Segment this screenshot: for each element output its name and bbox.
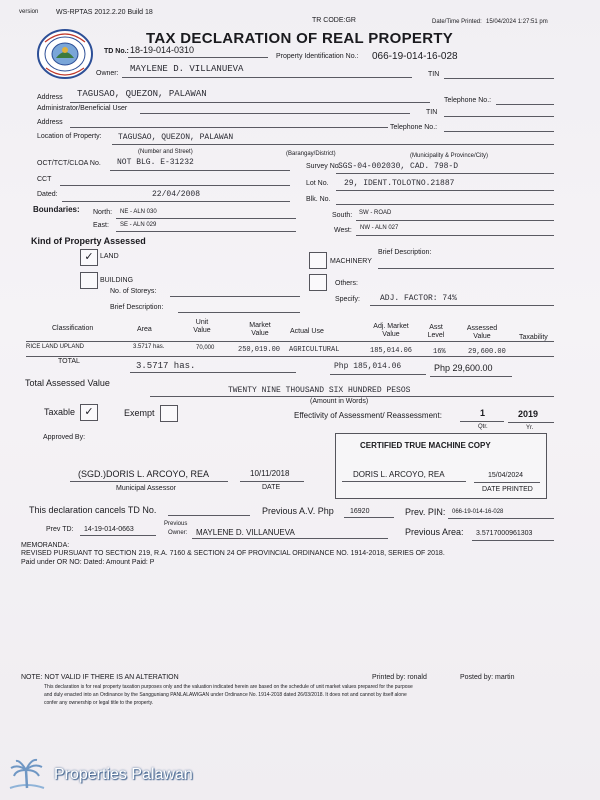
td-value: 18-19-014-0310: [130, 45, 195, 55]
col-unit-value: Unit Value: [193, 319, 211, 334]
prev-pin-value: 066-19-014-16-028: [452, 509, 504, 515]
col-classification: Classification: [52, 325, 94, 332]
north-value: NE - ALN 030: [120, 209, 157, 215]
owner-label: Owner:: [96, 70, 119, 77]
version-value: WS-RPTAS 2012.2.20 Build 18: [56, 9, 153, 16]
cell-actual-use: AGRICULTURAL: [289, 346, 340, 354]
land-label: LAND: [100, 253, 119, 260]
date-printed-caption: DATE PRINTED: [482, 486, 533, 493]
disclaimer-line-3: confer any ownership or legal title to the property.: [44, 700, 154, 706]
memoranda-label: MEMORANDA:: [21, 542, 70, 549]
total-assessed-label: Total Assessed Value: [25, 378, 110, 388]
land-checkbox[interactable]: ✓: [80, 249, 98, 266]
prev-av-value: 16920: [350, 508, 370, 515]
disclaimer-line-1: This declaration is for real property taxation purposes only and the valuation indicated herein are based on the schedule of unit market values prepared for the purpose: [44, 684, 413, 690]
approved-by-label: Approved By:: [43, 434, 86, 441]
prev-area-label: Previous Area:: [405, 527, 464, 537]
printed-label: Date/Time Printed:: [432, 19, 482, 25]
approval-date-caption: DATE: [262, 484, 281, 491]
building-checkbox[interactable]: [80, 272, 98, 289]
survey-value: SGS-04-002030, CAD. 798-D: [338, 162, 459, 171]
cct-label: CCT: [37, 176, 52, 183]
tr-code: TR CODE:GR: [312, 17, 356, 24]
oct-value: NOT BLG. E-31232: [117, 158, 194, 167]
printed-value: 15/04/2024 1:27:51 pm: [486, 19, 548, 25]
total-assessed-words: TWENTY NINE THOUSAND SIX HUNDRED PESOS: [228, 386, 411, 395]
exempt-checkbox[interactable]: [160, 405, 178, 422]
certified-title: CERTIFIED TRUE MACHINE COPY: [360, 441, 491, 450]
prev-owner-value: MAYLENE D. VILLANUEVA: [196, 528, 295, 537]
td-label: TD No.:: [104, 48, 129, 55]
cell-unit-value: 70,000: [196, 345, 215, 351]
location-barangay-caption: (Barangay/District): [286, 151, 336, 157]
prev-td-label: Prev TD:: [46, 526, 74, 533]
col-actual-use: Actual Use: [290, 328, 324, 335]
total-area: 3.5717 has.: [136, 361, 196, 371]
survey-label: Survey No.: [306, 163, 341, 170]
admin-label: Administrator/Beneficial User: [37, 105, 128, 112]
east-label: East:: [93, 222, 109, 229]
yr-caption: Yr.: [526, 425, 534, 431]
specify-label: Specify:: [335, 296, 360, 303]
admin-tin-label: TIN: [426, 109, 438, 116]
col-taxability: Taxability: [519, 334, 548, 341]
prev-owner-label-2: Owner:: [168, 530, 188, 536]
version-label: version: [19, 9, 39, 15]
location-street-caption: (Number and Street): [138, 149, 193, 155]
address-value: TAGUSAO, QUEZON, PALAWAN: [77, 89, 207, 99]
pin-value: 066-19-014-16-028: [372, 51, 458, 62]
cell-asst-level: 16%: [433, 348, 446, 356]
effectivity-label: Effectivity of Assessment/ Reassessment:: [294, 411, 442, 420]
building-label: BUILDING: [100, 277, 134, 284]
cell-assessed-value: 29,600.00: [468, 348, 506, 356]
watermark-text: Properties Palawan: [54, 766, 193, 783]
qtr-caption: Qtr.: [478, 424, 488, 430]
kind-label: Kind of Property Assessed: [31, 236, 146, 246]
col-market-value: Market Value: [249, 322, 271, 337]
printed-by: Printed by: ronald: [372, 674, 427, 681]
exempt-label: Exempt: [124, 408, 155, 418]
prev-av-label: Previous A.V. Php: [262, 506, 334, 516]
address-label: Address: [37, 94, 63, 101]
certified-name: DORIS L. ARCOYO, REA: [353, 470, 445, 479]
lot-value: 29, IDENT.TOLOTNO.21887: [344, 179, 455, 188]
col-adj-market-value: Adj. Market Value: [373, 323, 409, 338]
owner-tin-label: TIN: [428, 71, 440, 78]
location-value: TAGUSAO, QUEZON, PALAWAN: [118, 133, 234, 142]
lot-label: Lot No.: [306, 180, 329, 187]
cell-classification: RICE LAND UPLAND: [26, 344, 85, 350]
memoranda-line-1: REVISED PURSUANT TO SECTION 219, R.A. 7160 & SECTION 24 OF PROVINCIAL ORDINANCE NO. 1914-2018, SERIES OF 2018.: [21, 550, 445, 557]
storeys-label: No. of Storeys:: [110, 288, 157, 295]
cell-area: 3.5717 has.: [133, 344, 165, 350]
memoranda-line-2: Paid under OR NO: Dated: Amount Paid: P: [21, 559, 155, 566]
blk-label: Blk. No.: [306, 196, 331, 203]
others-checkbox[interactable]: [309, 274, 327, 291]
specify-value: ADJ. FACTOR: 74%: [380, 294, 457, 303]
north-label: North:: [93, 209, 113, 216]
posted-by: Posted by: martin: [460, 674, 515, 681]
prev-owner-label-1: Previous: [164, 521, 188, 527]
taxable-checkbox[interactable]: ✓: [80, 404, 98, 421]
south-label: South:: [332, 212, 353, 219]
machinery-label: MACHINERY: [330, 258, 372, 265]
provincial-seal-icon: [36, 28, 94, 80]
alteration-note: NOTE: NOT VALID IF THERE IS AN ALTERATION: [21, 674, 179, 681]
prev-td-value: 14-19-014-0663: [84, 526, 134, 533]
col-asst-level: Asst Level: [427, 324, 445, 339]
west-value: NW - ALN 027: [360, 225, 399, 231]
total-label: TOTAL: [58, 358, 80, 365]
dated-value: 22/04/2008: [152, 190, 201, 199]
palm-tree-icon: [6, 758, 48, 792]
disclaimer-line-2: and duly enacted into an Ordinance by the Sangguniang PANLALAWIGAN under Ordinance No. 1914-2018 dated 26/03/2018. It does not and cannot by itself alone: [44, 692, 407, 698]
amount-words-caption: (Amount in Words): [310, 398, 369, 405]
owner-value: MAYLENE D. VILLANUEVA: [130, 64, 244, 74]
machinery-brief-label: Brief Description:: [378, 249, 432, 256]
cell-adj-market-value: 185,014.06: [370, 347, 413, 355]
assessor-title: Municipal Assessor: [116, 485, 176, 492]
location-label: Location of Property:: [37, 133, 102, 140]
prev-area-value: 3.5717000961303: [476, 530, 533, 537]
machinery-checkbox[interactable]: [309, 252, 327, 269]
location-municipality-caption: (Municipality & Province/City): [410, 153, 489, 159]
oct-label: OCT/TCT/CLOA No.: [37, 160, 101, 167]
qtr-value: 1: [480, 408, 486, 418]
yr-value: 2019: [518, 409, 539, 419]
admin-address-label: Address: [37, 119, 63, 126]
prev-pin-label: Prev. PIN:: [405, 507, 446, 517]
cell-market-value: 250,019.00: [238, 346, 281, 354]
cancels-label: This declaration cancels TD No.: [29, 505, 157, 515]
telephone-label: Telephone No.:: [444, 97, 492, 104]
west-label: West:: [334, 227, 352, 234]
assessor-name: (SGD.)DORIS L. ARCOYO, REA: [78, 469, 210, 479]
col-area: Area: [137, 326, 152, 333]
total-assessed: Php 29,600.00: [434, 363, 493, 373]
south-value: SW - ROAD: [359, 210, 392, 216]
brief-description-label: Brief Description:: [110, 304, 164, 311]
page-title: TAX DECLARATION OF REAL PROPERTY: [146, 30, 454, 47]
col-assessed-value: Assessed Value: [466, 325, 498, 340]
boundaries-label: Boundaries:: [33, 205, 80, 214]
pin-label: Property Identification No.:: [276, 53, 359, 60]
approval-date: 10/11/2018: [250, 469, 290, 478]
others-label: Others:: [335, 280, 358, 287]
dated-label: Dated:: [37, 191, 58, 198]
taxable-label: Taxable: [44, 407, 76, 417]
total-adj-market: Php 185,014.06: [334, 362, 402, 371]
admin-telephone-label: Telephone No.:: [390, 124, 438, 131]
east-value: SE - ALN 029: [120, 222, 157, 228]
certified-date: 15/04/2024: [488, 472, 524, 479]
